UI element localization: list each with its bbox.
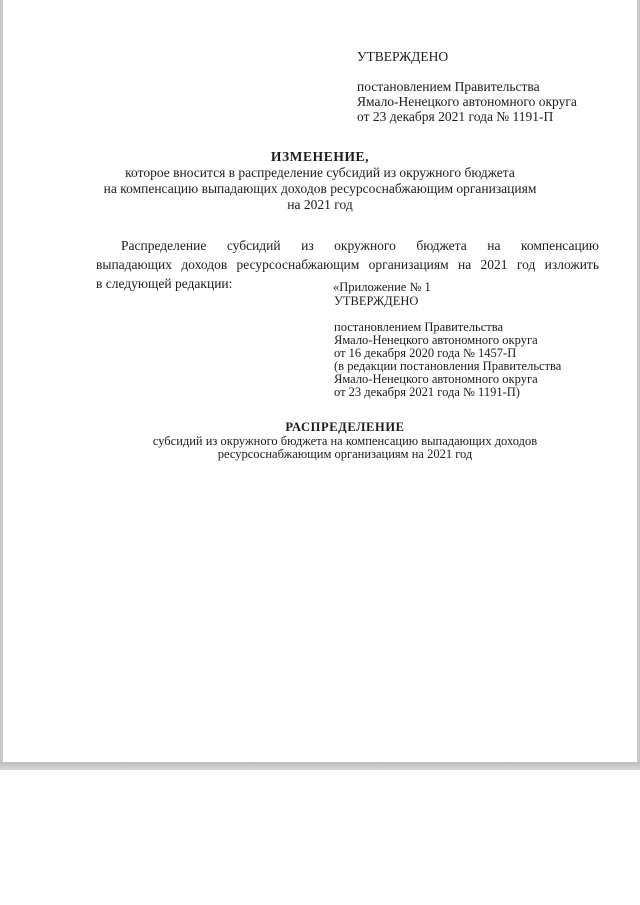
approval-line: постановлением Правительства (357, 79, 540, 94)
scan-page-bottom-edge (0, 762, 640, 770)
approval-title: УТВЕРЖДЕНО (357, 49, 449, 64)
paragraph-line: выпадающих доходов ресурсоснабжающим организациям на 2021 год изложить (96, 257, 599, 272)
appendix-line: Ямало-Ненецкого автономного округа (334, 372, 538, 386)
heading-subtitle-line: на компенсацию выпадающих доходов ресурсоснабжающим организациям (103, 181, 537, 196)
distribution-subtitle-line: ресурсоснабжающим организациям на 2021 год (217, 447, 473, 461)
heading-title: ИЗМЕНЕНИЕ, (270, 149, 370, 164)
paragraph-line: Распределение субсидий из окружного бюджета на компенсацию (121, 238, 599, 253)
scan-edge-left (0, 0, 3, 770)
appendix-line: Ямало-Ненецкого автономного округа (334, 333, 538, 347)
approval-line: Ямало-Ненецкого автономного округа (357, 94, 577, 109)
heading-subtitle-line: которое вносится в распределение субсидий из окружного бюджета (125, 165, 515, 180)
paragraph-line: в следующей редакции: (96, 276, 233, 291)
distribution-title: РАСПРЕДЕЛЕНИЕ (285, 420, 405, 434)
appendix-label: «Приложение № 1 (333, 280, 431, 294)
approval-line: от 23 декабря 2021 года № 1191-П (357, 109, 554, 124)
appendix-line: от 16 декабря 2020 года № 1457-П (334, 346, 517, 360)
heading-subtitle-line: на 2021 год (287, 197, 353, 212)
distribution-subtitle-line: субсидий из окружного бюджета на компенсацию выпадающих доходов (152, 434, 538, 448)
appendix-line: постановлением Правительства (334, 320, 504, 334)
appendix-line: (в редакции постановления Правительства (334, 359, 562, 373)
appendix-line: от 23 декабря 2021 года № 1191-П) (334, 385, 520, 399)
appendix-approved: УТВЕРЖДЕНО (334, 294, 419, 308)
